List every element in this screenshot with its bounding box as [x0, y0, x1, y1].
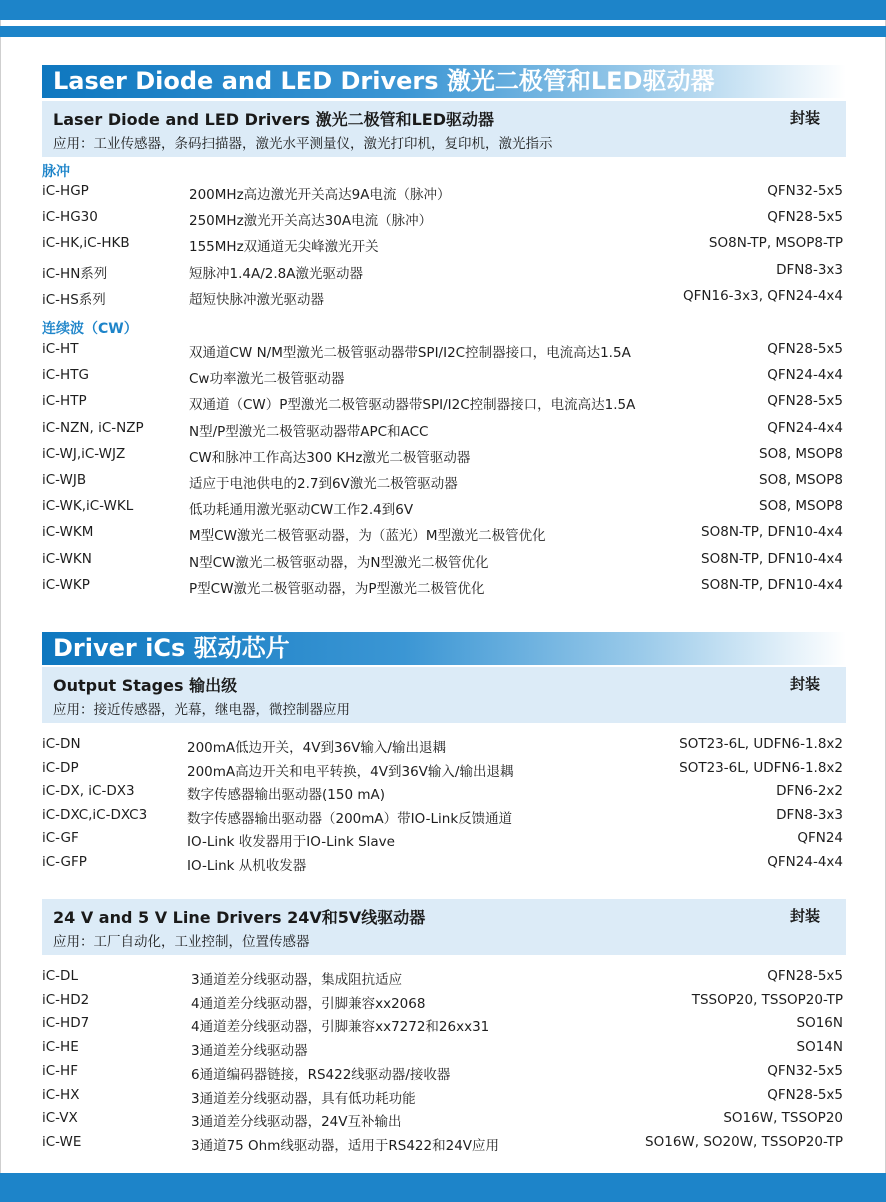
part-description: 双通道CW N/M型激光二极管驱动器带SPI/I2C控制器接口，电流高达1.5A: [189, 345, 631, 361]
part-number: iC-VX: [42, 1110, 78, 1127]
product-row: [0, 577, 886, 601]
part-number: iC-WK,iC-WKL: [42, 498, 134, 515]
package-column-label: 封装: [789, 907, 820, 925]
package-value: SO16W, TSSOP20: [723, 1110, 843, 1127]
package-value: SOT23-6L, UDFN6-1.8x2: [679, 736, 843, 752]
product-row: [0, 183, 886, 207]
part-description: 200MHz高边激光开关高达9A电流（脉冲）: [189, 187, 451, 203]
application-text: 应用：接近传感器，光幕，继电器，微控制器应用: [53, 702, 350, 718]
subheader-line-drivers: [42, 899, 846, 955]
subheader-title: Output Stages 输出级: [53, 676, 238, 695]
subheader-title: Laser Diode and LED Drivers 激光二极管和LED驱动器: [53, 110, 494, 129]
part-description: IO-Link 收发器用于IO-Link Slave: [187, 834, 395, 850]
package-value: DFN8-3x3: [776, 806, 843, 823]
package-value: DFN6-2x2: [776, 783, 843, 799]
part-number: iC-GF: [42, 830, 79, 846]
part-description: 200mA低边开关，4V到36V输入/输出退耦: [187, 740, 446, 756]
package-value: SO8N-TP, MSOP8-TP: [708, 235, 843, 252]
package-value: SO8, MSOP8: [759, 445, 843, 462]
part-number: iC-HX: [42, 1086, 80, 1103]
part-description: 250MHz激光开关高达30A电流（脉冲）: [189, 213, 433, 230]
product-row: [0, 551, 886, 575]
part-description: 200mA高边开关和电平转换，4V到36V输入/输出退耦: [187, 763, 514, 780]
part-description: P型CW激光二极管驱动器，为P型激光二极管优化: [189, 580, 485, 597]
part-description: 4通道差分线驱动器，引脚兼容xx2068: [191, 995, 426, 1012]
part-description: 双通道（CW）P型激光二极管驱动器带SPI/I2C控制器接口，电流高达1.5A: [189, 397, 636, 414]
subheader-laser-drivers: [42, 101, 846, 157]
product-row: [0, 760, 886, 784]
part-number: iC-WKM: [42, 524, 94, 541]
package-value: QFN28-5x5: [767, 1086, 843, 1103]
part-number: iC-WKN: [42, 550, 92, 567]
product-row: [0, 1110, 886, 1134]
package-value: QFN28-5x5: [767, 393, 843, 410]
part-number: iC-HTP: [42, 393, 87, 410]
part-description: 数字传感器输出驱动器(150 mA): [187, 787, 385, 803]
part-description: 短脉冲1.4A/2.8A激光驱动器: [189, 265, 363, 282]
package-column-label: 封装: [789, 109, 820, 127]
section-banner-driver-ics: Driver iCs 驱动芯片: [42, 632, 846, 665]
part-description: 6通道编码器链接，RS422线驱动器/接收器: [191, 1066, 451, 1083]
package-value: SO8, MSOP8: [759, 472, 843, 488]
product-row: [0, 968, 886, 992]
part-description: M型CW激光二极管驱动器，为（蓝光）M型激光二极管优化: [189, 528, 546, 545]
product-row: [0, 830, 886, 854]
package-value: SO8N-TP, DFN10-4x4: [701, 550, 843, 567]
package-value: QFN28-5x5: [767, 341, 843, 357]
package-value: SO8N-TP, DFN10-4x4: [701, 576, 843, 593]
application-text: 应用：工厂自动化，工业控制，位置传感器: [53, 934, 310, 950]
part-description: 数字传感器输出驱动器（200mA）带IO-Link反馈通道: [187, 810, 513, 827]
product-row: [0, 288, 886, 312]
part-number: iC-HGP: [42, 183, 89, 199]
part-number: iC-HS系列: [42, 291, 106, 308]
category-cw: 连续波（CW）: [42, 321, 138, 337]
product-row: [0, 367, 886, 391]
product-row: [0, 209, 886, 233]
bottom-accent-bar: [0, 1173, 886, 1202]
part-description: 3通道差分线驱动器，集成阻抗适应: [191, 972, 403, 988]
product-row: [0, 1039, 886, 1063]
product-row: [0, 736, 886, 760]
part-number: iC-WJB: [42, 472, 87, 488]
part-description: 超短快脉冲激光驱动器: [189, 291, 324, 308]
part-description: 3通道75 Ohm线驱动器，适用于RS422和24V应用: [191, 1137, 500, 1154]
product-row: [0, 1063, 886, 1087]
product-row: [0, 472, 886, 496]
part-number: iC-GFP: [42, 853, 87, 870]
package-value: TSSOP20, TSSOP20-TP: [691, 991, 843, 1008]
product-row: [0, 524, 886, 548]
part-number: iC-DN: [42, 736, 81, 752]
part-description: 155MHz双通道无尖峰激光开关: [189, 239, 379, 256]
part-number: iC-DL: [42, 968, 78, 984]
package-value: QFN28-5x5: [767, 968, 843, 984]
part-description: N型/P型激光二极管驱动器带APC和ACC: [189, 423, 429, 440]
part-description: CW和脉冲工作高达300 KHz激光二极管驱动器: [189, 449, 471, 466]
package-value: QFN24-4x4: [767, 367, 843, 384]
application-text: 应用：工业传感器，条码扫描器，激光水平测量仪，激光打印机，复印机，激光指示: [53, 136, 553, 152]
package-value: QFN32-5x5: [767, 183, 843, 199]
part-number: iC-HE: [42, 1039, 79, 1056]
part-number: iC-HTG: [42, 367, 89, 384]
package-value: SO16W, SO20W, TSSOP20-TP: [645, 1133, 843, 1150]
product-row: [0, 1087, 886, 1111]
top-accent-stripe: [0, 26, 886, 37]
subheader-title: 24 V and 5 V Line Drivers 24V和5V线驱动器: [53, 908, 426, 927]
part-number: iC-HF: [42, 1062, 78, 1079]
part-number: iC-DX, iC-DX3: [42, 783, 135, 799]
package-value: QFN24-4x4: [767, 419, 843, 436]
package-value: DFN8-3x3: [776, 261, 843, 278]
part-number: iC-HN系列: [42, 265, 108, 282]
product-row: [0, 854, 886, 878]
part-description: 3通道差分线驱动器，24V互补输出: [191, 1114, 402, 1131]
part-description: 3通道差分线驱动器，具有低功耗功能: [191, 1090, 416, 1107]
category-pulse: 脉冲: [42, 164, 70, 180]
part-description: IO-Link 从机收发器: [187, 857, 307, 874]
product-row: [0, 1134, 886, 1158]
part-description: 适应于电池供电的2.7到6V激光二极管驱动器: [189, 476, 458, 492]
part-description: 低功耗通用激光驱动CW工作2.4到6V: [189, 502, 414, 519]
product-row: [0, 992, 886, 1016]
part-number: iC-HK,iC-HKB: [42, 235, 130, 252]
part-number: iC-HD7: [42, 1015, 90, 1032]
package-value: SO14N: [796, 1039, 843, 1056]
part-number: iC-HG30: [42, 209, 98, 226]
part-description: N型CW激光二极管驱动器，为N型激光二极管优化: [189, 554, 489, 571]
product-row: [0, 498, 886, 522]
package-value: QFN24-4x4: [767, 853, 843, 870]
part-description: 4通道差分线驱动器，引脚兼容xx7272和26xx31: [191, 1019, 490, 1036]
top-accent-bar: [0, 0, 886, 20]
part-number: iC-DXC,iC-DXC3: [42, 806, 148, 823]
product-row: [0, 807, 886, 831]
product-row: [0, 1015, 886, 1039]
part-description: 3通道差分线驱动器: [191, 1043, 308, 1060]
part-number: iC-WE: [42, 1133, 82, 1150]
package-value: QFN28-5x5: [767, 209, 843, 226]
part-number: iC-DP: [42, 759, 79, 776]
product-row: [0, 235, 886, 259]
part-number: iC-HT: [42, 341, 79, 357]
package-value: SOT23-6L, UDFN6-1.8x2: [679, 759, 843, 776]
part-number: iC-HD2: [42, 991, 90, 1008]
part-description: Cw功率激光二极管驱动器: [189, 371, 345, 388]
subheader-output-stages: [42, 667, 846, 723]
package-column-label: 封装: [789, 675, 820, 693]
package-value: SO8, MSOP8: [759, 498, 843, 515]
part-number: iC-WJ,iC-WJZ: [42, 445, 126, 462]
product-row: [0, 420, 886, 444]
product-row: [0, 262, 886, 286]
part-number: iC-WKP: [42, 576, 90, 593]
package-value: SO16N: [796, 1015, 843, 1032]
section-banner-laser-drivers: Laser Diode and LED Drivers 激光二极管和LED驱动器: [42, 65, 846, 98]
package-value: QFN32-5x5: [767, 1062, 843, 1079]
package-value: QFN16-3x3, QFN24-4x4: [683, 287, 843, 304]
product-row: [0, 446, 886, 470]
product-row: [0, 341, 886, 365]
package-value: SO8N-TP, DFN10-4x4: [701, 524, 843, 541]
package-value: QFN24: [797, 830, 843, 846]
part-number: iC-NZN, iC-NZP: [42, 419, 144, 436]
product-row: [0, 783, 886, 807]
product-row: [0, 393, 886, 417]
